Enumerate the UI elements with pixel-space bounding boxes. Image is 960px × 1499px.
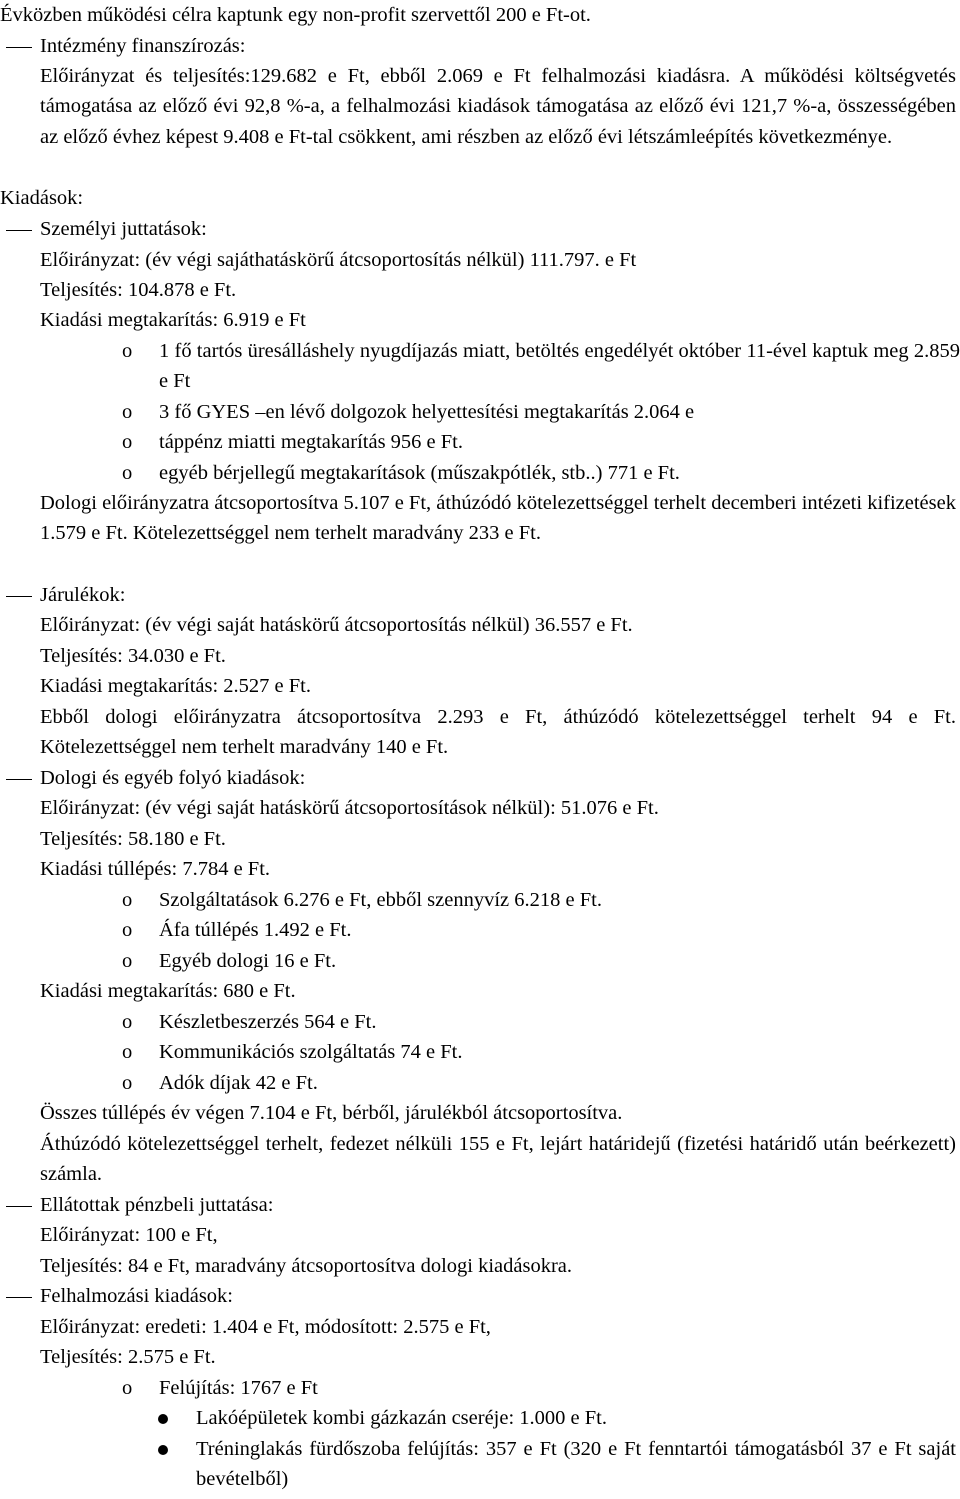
text-overrun-item: Áfa túllépés 1.492 e Ft. [159, 919, 352, 941]
dash-marker [6, 47, 32, 48]
text-reallocation: Ebből dologi előirányzatra átcsoportosítva 2.293 e Ft, áthúzódó kötelezettséggel terhelt 94 e Ft. Kötelezettséggel nem terhelt maradvány 140 e Ft. [40, 706, 956, 759]
circle-bullet: o [122, 1377, 133, 1399]
circle-bullet: o [122, 462, 133, 484]
text-savings: Kiadási megtakarítás: 2.527 e Ft. [40, 675, 311, 697]
circle-bullet: o [122, 1041, 133, 1063]
text-savings-item: Készletbeszerzés 564 e Ft. [159, 1011, 377, 1033]
text-appropriation: Előirányzat: (év végi saját hatáskörű átcsoportosítás nélkül) 36.557 e Ft. [40, 614, 633, 636]
text-fulfilment: Teljesítés: 58.180 e Ft. [40, 828, 226, 850]
dash-marker [6, 779, 32, 780]
text-fulfilment: Teljesítés: 2.575 e Ft. [40, 1346, 216, 1368]
heading-financing: Intézmény finanszírozás: [40, 35, 246, 57]
text-savings-item: egyéb bérjellegű megtakarítások (műszakpótlék, stb..) 771 e Ft. [159, 462, 680, 484]
circle-bullet: o [122, 401, 133, 423]
text-savings: Kiadási megtakarítás: 6.919 e Ft [40, 309, 306, 331]
circle-bullet: o [122, 1011, 133, 1033]
heading-capital-expenses: Felhalmozási kiadások: [40, 1285, 233, 1307]
text-renovation-item: Tréninglakás fürdőszoba felújítás: 357 e Ft (320 e Ft fenntartói támogatásból 37 e Ft saját bevételből) [196, 1438, 956, 1491]
heading-personnel: Személyi juttatások: [40, 218, 207, 240]
dash-marker [6, 596, 32, 597]
text-overrun: Kiadási túllépés: 7.784 e Ft. [40, 858, 271, 880]
text-savings-item: Adók díjak 42 e Ft. [159, 1072, 318, 1094]
dash-marker [6, 230, 32, 231]
heading-benefits: Ellátottak pénzbeli juttatása: [40, 1194, 274, 1216]
text-savings-item: táppénz miatti megtakarítás 956 e Ft. [159, 431, 463, 453]
text-total-overrun: Összes túllépés év végen 7.104 e Ft, bérből, járulékból átcsoportosítva. [40, 1102, 623, 1124]
text-savings-item: Kommunikációs szolgáltatás 74 e Ft. [159, 1041, 463, 1063]
text-fulfilment: Teljesítés: 34.030 e Ft. [40, 645, 226, 667]
circle-bullet: o [122, 431, 133, 453]
text-renovation-item: Lakóépületek kombi gázkazán cseréje: 1.000 e Ft. [196, 1407, 607, 1429]
text-appropriation: Előirányzat: (év végi sajáthatáskörű átcsoportosítás nélkül) 111.797. e Ft [40, 249, 637, 271]
dash-marker [6, 1297, 32, 1298]
text-appropriation: Előirányzat: (év végi saját hatáskörű átcsoportosítások nélkül): 51.076 e Ft. [40, 797, 659, 819]
text-savings: Kiadási megtakarítás: 680 e Ft. [40, 980, 296, 1002]
text-renovation: Felújítás: 1767 e Ft [159, 1377, 318, 1399]
text-fulfilment: Teljesítés: 104.878 e Ft. [40, 279, 237, 301]
text-fulfilment: Teljesítés: 84 e Ft, maradvány átcsoportosítva dologi kiadásokra. [40, 1255, 573, 1277]
text-nonprofit: Évközben működési célra kaptunk egy non-profit szervettől 200 e Ft-ot. [0, 4, 591, 26]
text-appropriation: Előirányzat: 100 e Ft, [40, 1224, 218, 1246]
disc-bullet [158, 1445, 168, 1455]
heading-expenses: Kiadások: [0, 187, 84, 209]
circle-bullet: o [122, 919, 133, 941]
text-savings-item: 3 fő GYES –en lévő dolgozok helyettesítési megtakarítás 2.064 e [159, 401, 695, 423]
text-reallocation: Dologi előirányzatra átcsoportosítva 5.107 e Ft, áthúzódó kötelezettséggel terhelt decemberi intézeti kifizetések 1.579 e Ft. Kötelezettséggel nem terhelt maradvány 233 e Ft. [40, 492, 956, 545]
text-overrun-item: Egyéb dologi 16 e Ft. [159, 950, 337, 972]
circle-bullet: o [122, 1072, 133, 1094]
text-overrun-item: Szolgáltatások 6.276 e Ft, ebből szennyvíz 6.218 e Ft. [159, 889, 602, 911]
heading-material-expenses: Dologi és egyéb folyó kiadások: [40, 767, 306, 789]
circle-bullet: o [122, 340, 133, 362]
text-savings-item: 1 fő tartós üresálláshely nyugdíjazás miatt, betöltés engedélyét október 11-ével kaptuk meg 2.859 e Ft [159, 340, 960, 393]
text-financing-details: Előirányzat és teljesítés:129.682 e Ft, ebből 2.069 e Ft felhalmozási kiadásra. A működési költségvetés támogatása az előző évi 92,8 %-a, a felhalmozási kiadások támogatása az előző évi 121,7 %-a, összességében az előző évhez képest 9.408 e Ft-tal csökkent, ami részben az előző évi létszámleépítés következménye. [40, 65, 956, 148]
text-appropriation: Előirányzat: eredeti: 1.404 e Ft, módosított: 2.575 e Ft, [40, 1316, 491, 1338]
circle-bullet: o [122, 950, 133, 972]
heading-contributions: Járulékok: [40, 584, 126, 606]
circle-bullet: o [122, 889, 133, 911]
dash-marker [6, 1206, 32, 1207]
text-carried-obligation: Áthúzódó kötelezettséggel terhelt, fedezet nélküli 155 e Ft, lejárt határidejű (fizetési határidő után beérkezett) számla. [40, 1133, 956, 1186]
disc-bullet [158, 1414, 168, 1424]
